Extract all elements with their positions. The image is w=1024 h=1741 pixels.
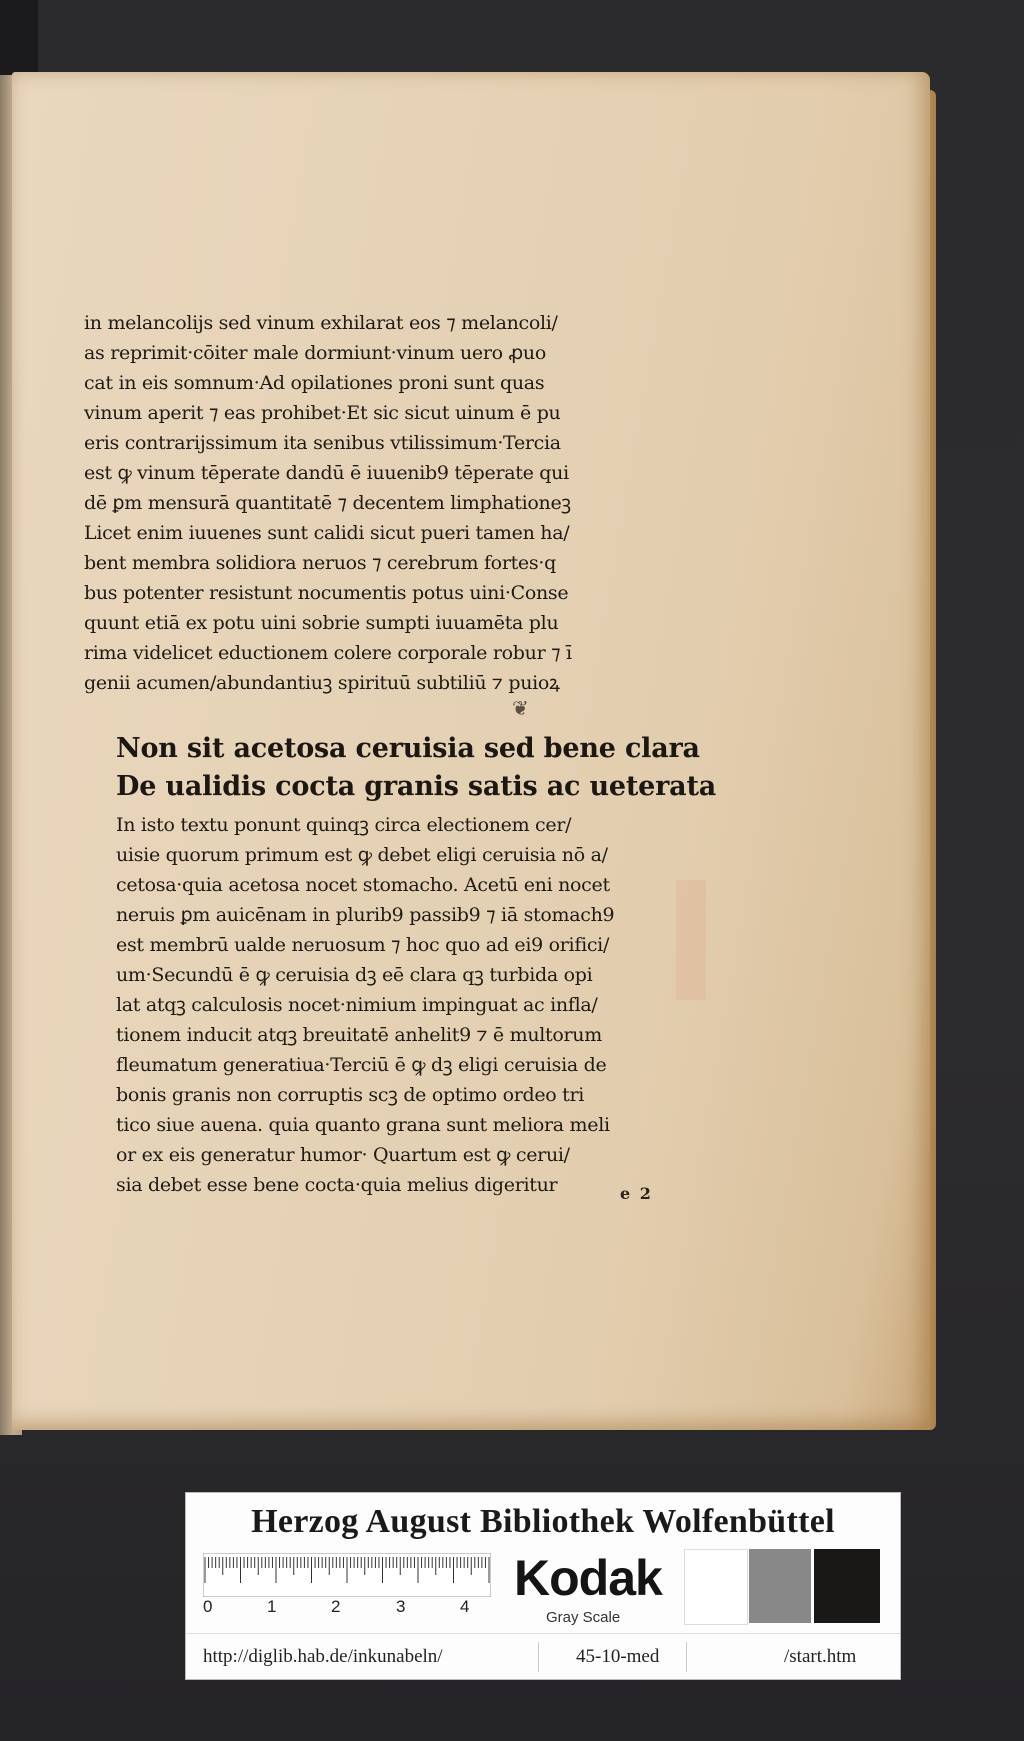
text-line: uisie quorum primum est ꝙ debet eligi ceruisia nō a/: [116, 844, 608, 866]
swatch-white: [684, 1549, 748, 1625]
card-footer: [186, 1633, 900, 1680]
text-line: cat in eis somnum·Ad opilationes proni sunt quas: [84, 372, 545, 394]
ruler-number: 4: [460, 1597, 470, 1616]
faint-stamp: [676, 880, 706, 1000]
text-line: est ꝙ vinum tēperate dandū ē iuuenib9 tēperate qui: [84, 462, 569, 484]
manuscript-page: [12, 72, 930, 1430]
url-suffix: /start.htm: [784, 1646, 857, 1667]
binding-shadow: [0, 0, 38, 80]
heading-line: Non sit acetosa ceruisia sed bene clara: [116, 733, 700, 764]
text-line: in melancolijs sed vinum exhilarat eos ⁊ melancoli/: [84, 312, 558, 334]
text-line: neruis ꝑm auicēnam in plurib9 passib9 ⁊ iā stomach9: [116, 904, 615, 926]
text-line: In isto textu ponunt quinqꝫ circa electionem cer/: [116, 814, 572, 836]
folio-signature: e 2: [620, 1184, 653, 1203]
latin-text-block: [84, 308, 664, 698]
color-target-card: [185, 1492, 901, 1680]
divider: [538, 1642, 539, 1672]
text-line: eris contrarijssimum ita senibus vtilissimum·Tercia: [84, 432, 561, 454]
url-id: 45-10-med: [576, 1646, 660, 1667]
text-line: dē ꝑm mensurā quantitatē ⁊ decentem limphationeꝫ: [84, 492, 571, 514]
text-line: tionem inducit atqꝫ breuitatē anhelit9 ⁊ ē multorum: [116, 1024, 602, 1046]
ruler-number: 0: [203, 1597, 213, 1616]
verse-heading: [116, 730, 717, 806]
commentary-text-block: [116, 810, 656, 1200]
text-line: Licet enim iuuenes sunt calidi sicut pueri tamen ha/: [84, 522, 570, 544]
url-base: http://diglib.hab.de/inkunabeln/: [203, 1646, 443, 1667]
text-line: bus potenter resistunt nocumentis potus uini·Conse: [84, 582, 569, 604]
text-line: um·Secundū ē ꝙ ceruisia dꝫ eē clara qꝫ turbida opi: [116, 964, 593, 986]
heading-line: De ualidis cocta granis satis ac ueterata: [116, 771, 717, 802]
ruler-number: 3: [396, 1597, 406, 1616]
text-line: rima videlicet eductionem colere corporale robur ⁊ ī: [84, 642, 572, 664]
text-line: bent membra solidiora neruos ⁊ cerebrum fortes·q: [84, 552, 556, 574]
ruler-number: 2: [331, 1597, 341, 1616]
ruler-number: 1: [267, 1597, 277, 1616]
ruler-numbers: [203, 1597, 503, 1617]
text-line: bonis granis non corruptis scꝫ de optimo ordeo tri: [116, 1084, 585, 1106]
text-line: quunt etiā ex potu uini sobrie sumpti iuuamēta plu: [84, 612, 559, 634]
gray-scale-label: Gray Scale: [546, 1609, 621, 1626]
swatch-black: [814, 1549, 880, 1623]
kodak-logo: [506, 1549, 676, 1625]
text-line: as reprimit·cōiter male dormiunt·vinum uero ꝓuo: [84, 342, 546, 364]
ruler-scale: [203, 1553, 491, 1597]
text-line: cetosa·quia acetosa nocet stomacho. Acetū eni nocet: [116, 874, 610, 896]
divider: [686, 1642, 687, 1672]
text-line: fleumatum generatiua·Terciū ē ꝙ dꝫ eligi ceruisia de: [116, 1054, 607, 1076]
text-line: lat atqꝫ calculosis nocet·nimium impinguat ac infla/: [116, 994, 598, 1016]
kodak-wordmark: Kodak: [514, 1550, 662, 1606]
text-line: tico siue auena. quia quanto grana sunt meliora meli: [116, 1114, 610, 1136]
library-title: Herzog August Bibliothek Wolfenbüttel: [251, 1503, 835, 1540]
text-line: est membrū ualde neruosum ⁊ hoc quo ad ei9 orifici/: [116, 934, 610, 956]
swatch-gray: [749, 1549, 811, 1623]
ornament-flourish: ❦: [512, 696, 529, 720]
text-line: vinum aperit ⁊ eas prohibet·Et sic sicut uinum ē pu: [84, 402, 561, 424]
text-line: or ex eis generatur humor· Quartum est ꝙ ceruі/: [116, 1144, 570, 1166]
text-line: sia debet esse bene cocta·quia melius digeritur: [116, 1174, 558, 1196]
text-line: genii acumen/abundantiuꝫ spirituū subtiliū ⁊ puioꝝ: [84, 672, 560, 694]
